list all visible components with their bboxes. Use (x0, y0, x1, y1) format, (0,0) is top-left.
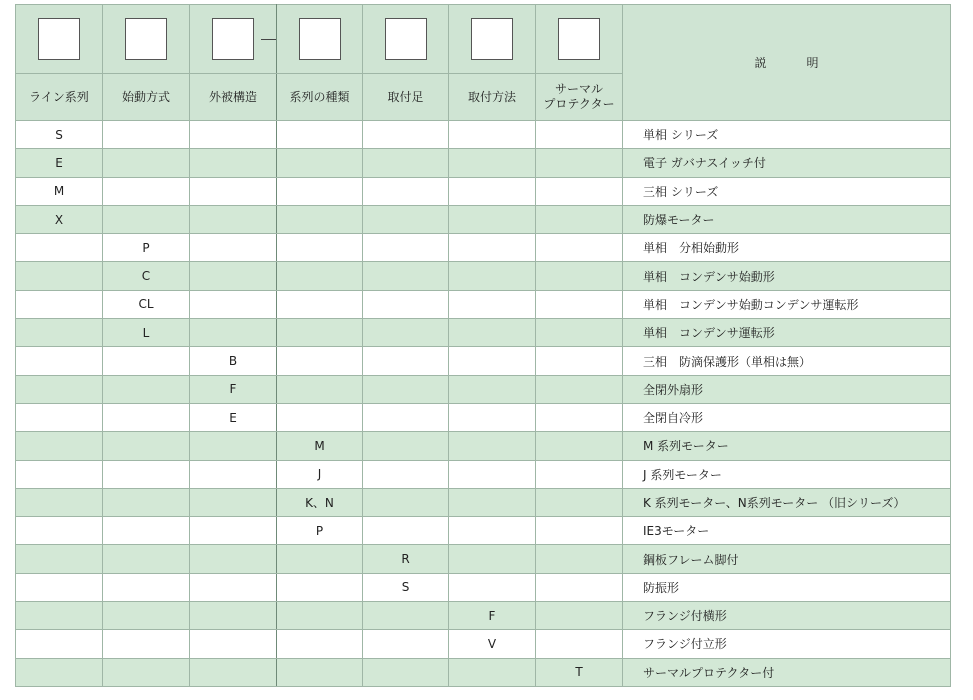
description-header: 説 明 (623, 5, 951, 121)
code-cell-start (103, 545, 190, 573)
code-cell-enclosure: E (190, 403, 277, 431)
code-cell-thermal (536, 573, 623, 601)
code-cell-line (16, 375, 103, 403)
code-cell-series (277, 573, 363, 601)
code-cell-series (277, 658, 363, 686)
table-row (16, 177, 951, 205)
code-cell-start (103, 432, 190, 460)
table-row (16, 573, 951, 601)
description-cell: フランジ付横形 (623, 602, 951, 630)
code-cell-feet (363, 205, 449, 233)
code-cell-line: M (16, 177, 103, 205)
code-cell-line (16, 432, 103, 460)
code-cell-start (103, 573, 190, 601)
table-row (16, 432, 951, 460)
code-cell-feet (363, 488, 449, 516)
code-box-feet (385, 18, 427, 60)
table-row (16, 262, 951, 290)
table-row (16, 517, 951, 545)
code-cell-enclosure (190, 517, 277, 545)
code-cell-thermal (536, 347, 623, 375)
code-cell-thermal (536, 517, 623, 545)
code-cell-line: E (16, 149, 103, 177)
code-box-series (299, 18, 341, 60)
description-cell: M 系列モーター (623, 432, 951, 460)
column-label-enclosure: 外被構造 (190, 74, 277, 121)
code-cell-line (16, 517, 103, 545)
table-row (16, 658, 951, 686)
code-cell-line (16, 234, 103, 262)
code-cell-feet (363, 290, 449, 318)
code-cell-thermal: T (536, 658, 623, 686)
description-cell: 全閉外扇形 (623, 375, 951, 403)
code-cell-thermal (536, 602, 623, 630)
code-cell-mounting: F (449, 602, 536, 630)
table-row (16, 149, 951, 177)
code-cell-feet: S (363, 573, 449, 601)
code-cell-series (277, 177, 363, 205)
code-cell-enclosure (190, 234, 277, 262)
code-cell-start: CL (103, 290, 190, 318)
code-cell-line (16, 545, 103, 573)
code-cell-feet (363, 262, 449, 290)
code-cell-mounting (449, 460, 536, 488)
table-row (16, 234, 951, 262)
code-cell-start (103, 488, 190, 516)
code-cell-start (103, 658, 190, 686)
code-cell-thermal (536, 375, 623, 403)
code-cell-line (16, 403, 103, 431)
code-cell-series (277, 205, 363, 233)
table-row (16, 545, 951, 573)
code-cell-thermal (536, 121, 623, 149)
column-label-mounting: 取付方法 (449, 74, 536, 121)
code-cell-mounting (449, 149, 536, 177)
code-cell-feet (363, 177, 449, 205)
description-cell: 全閉自冷形 (623, 403, 951, 431)
code-cell-series (277, 149, 363, 177)
description-cell: フランジ付立形 (623, 630, 951, 658)
code-cell-mounting (449, 177, 536, 205)
description-cell: 防爆モーター (623, 205, 951, 233)
code-cell-feet (363, 460, 449, 488)
table-row (16, 121, 951, 149)
code-cell-line (16, 460, 103, 488)
code-cell-mounting (449, 205, 536, 233)
code-cell-enclosure (190, 319, 277, 347)
description-cell: 単相 コンデンサ運転形 (623, 319, 951, 347)
code-cell-enclosure: B (190, 347, 277, 375)
code-cell-series: P (277, 517, 363, 545)
code-cell-line: S (16, 121, 103, 149)
code-box-cell-thermal (536, 5, 623, 74)
code-cell-thermal (536, 234, 623, 262)
table-row (16, 488, 951, 516)
code-cell-start (103, 517, 190, 545)
description-cell: 鋼板フレーム脚付 (623, 545, 951, 573)
code-cell-start (103, 375, 190, 403)
code-cell-mounting (449, 658, 536, 686)
code-cell-line: X (16, 205, 103, 233)
code-box-cell-feet (363, 5, 449, 74)
code-cell-start (103, 347, 190, 375)
code-cell-mounting (449, 403, 536, 431)
code-box-line (38, 18, 80, 60)
code-cell-enclosure (190, 177, 277, 205)
code-cell-series (277, 319, 363, 347)
column-label-line: ライン系列 (16, 74, 103, 121)
code-cell-series (277, 121, 363, 149)
code-cell-feet (363, 517, 449, 545)
column-label-thermal: サーマル プロテクター (536, 74, 623, 121)
description-cell: 単相 コンデンサ始動形 (623, 262, 951, 290)
code-cell-start (103, 121, 190, 149)
code-cell-thermal (536, 630, 623, 658)
description-cell: 防振形 (623, 573, 951, 601)
description-cell: 単相 分相始動形 (623, 234, 951, 262)
code-cell-mounting: V (449, 630, 536, 658)
code-cell-series (277, 262, 363, 290)
code-cell-feet (363, 375, 449, 403)
code-cell-start (103, 460, 190, 488)
code-cell-start: C (103, 262, 190, 290)
code-cell-feet (363, 347, 449, 375)
code-cell-feet (363, 602, 449, 630)
code-cell-series (277, 234, 363, 262)
code-cell-feet (363, 319, 449, 347)
code-cell-feet: R (363, 545, 449, 573)
code-cell-feet (363, 149, 449, 177)
code-box-cell-series (277, 5, 363, 74)
code-box-cell-line (16, 5, 103, 74)
code-box-cell-start (103, 5, 190, 74)
code-cell-series: K、N (277, 488, 363, 516)
code-cell-mounting (449, 488, 536, 516)
code-box-start (125, 18, 167, 60)
code-cell-start (103, 205, 190, 233)
code-box-mounting (471, 18, 513, 60)
code-cell-enclosure (190, 658, 277, 686)
code-cell-start (103, 602, 190, 630)
code-cell-thermal (536, 177, 623, 205)
code-cell-line (16, 573, 103, 601)
code-cell-feet (363, 234, 449, 262)
description-cell: 単相 シリーズ (623, 121, 951, 149)
code-cell-start (103, 403, 190, 431)
code-box-thermal (558, 18, 600, 60)
code-cell-mounting (449, 290, 536, 318)
code-cell-feet (363, 658, 449, 686)
table-row (16, 290, 951, 318)
code-cell-start: L (103, 319, 190, 347)
table-row (16, 205, 951, 233)
code-cell-series (277, 375, 363, 403)
code-cell-mounting (449, 234, 536, 262)
column-label-start: 始動方式 (103, 74, 190, 121)
code-cell-thermal (536, 205, 623, 233)
column-label-feet: 取付足 (363, 74, 449, 121)
code-cell-enclosure (190, 460, 277, 488)
code-cell-mounting (449, 545, 536, 573)
description-cell: J 系列モーター (623, 460, 951, 488)
table-row (16, 403, 951, 431)
code-cell-series (277, 290, 363, 318)
code-cell-enclosure (190, 149, 277, 177)
description-cell: K 系列モーター、N系列モーター （旧シリーズ） (623, 488, 951, 516)
code-cell-enclosure (190, 205, 277, 233)
code-cell-line (16, 347, 103, 375)
code-cell-series (277, 602, 363, 630)
code-cell-feet (363, 630, 449, 658)
code-cell-mounting (449, 517, 536, 545)
code-box-cell-mounting (449, 5, 536, 74)
description-cell: 単相 コンデンサ始動コンデンサ運転形 (623, 290, 951, 318)
description-cell: サーマルプロテクター付 (623, 658, 951, 686)
code-cell-series: J (277, 460, 363, 488)
code-cell-mounting (449, 319, 536, 347)
code-box-row (16, 5, 951, 74)
code-cell-feet (363, 121, 449, 149)
code-cell-mounting (449, 121, 536, 149)
table-row (16, 602, 951, 630)
code-cell-enclosure (190, 488, 277, 516)
code-cell-start (103, 149, 190, 177)
code-cell-thermal (536, 432, 623, 460)
code-cell-mounting (449, 262, 536, 290)
code-cell-thermal (536, 149, 623, 177)
table-row (16, 375, 951, 403)
code-cell-enclosure (190, 630, 277, 658)
code-cell-series: M (277, 432, 363, 460)
model-code-table-sheet (15, 4, 950, 684)
code-cell-line (16, 488, 103, 516)
table-row (16, 630, 951, 658)
code-cell-thermal (536, 403, 623, 431)
code-cell-thermal (536, 290, 623, 318)
code-cell-series (277, 545, 363, 573)
table-row (16, 319, 951, 347)
code-cell-mounting (449, 432, 536, 460)
code-cell-thermal (536, 460, 623, 488)
code-cell-start (103, 630, 190, 658)
code-cell-line (16, 319, 103, 347)
code-box-cell-enclosure (190, 5, 277, 74)
code-cell-feet (363, 403, 449, 431)
code-cell-line (16, 630, 103, 658)
code-cell-enclosure: F (190, 375, 277, 403)
code-cell-thermal (536, 488, 623, 516)
description-cell: 三相 防滴保護形（単相は無） (623, 347, 951, 375)
code-cell-thermal (536, 319, 623, 347)
code-cell-thermal (536, 545, 623, 573)
code-cell-thermal (536, 262, 623, 290)
code-cell-enclosure (190, 573, 277, 601)
code-cell-mounting (449, 347, 536, 375)
code-cell-series (277, 630, 363, 658)
code-cell-line (16, 290, 103, 318)
table-row (16, 460, 951, 488)
code-cell-feet (363, 432, 449, 460)
model-code-table (15, 4, 951, 687)
description-cell: 三相 シリーズ (623, 177, 951, 205)
code-cell-mounting (449, 375, 536, 403)
code-cell-series (277, 347, 363, 375)
code-cell-enclosure (190, 602, 277, 630)
code-cell-mounting (449, 573, 536, 601)
code-cell-line (16, 658, 103, 686)
description-cell: IE3モーター (623, 517, 951, 545)
code-cell-start (103, 177, 190, 205)
code-cell-enclosure (190, 262, 277, 290)
code-cell-start: P (103, 234, 190, 262)
code-cell-line (16, 602, 103, 630)
dash-separator (261, 39, 277, 40)
code-cell-enclosure (190, 290, 277, 318)
code-cell-enclosure (190, 432, 277, 460)
column-label-series: 系列の種類 (277, 74, 363, 121)
code-cell-series (277, 403, 363, 431)
code-cell-enclosure (190, 121, 277, 149)
description-cell: 電子 ガバナスイッチ付 (623, 149, 951, 177)
code-box-enclosure (212, 18, 254, 60)
code-cell-line (16, 262, 103, 290)
table-row (16, 347, 951, 375)
code-cell-enclosure (190, 545, 277, 573)
